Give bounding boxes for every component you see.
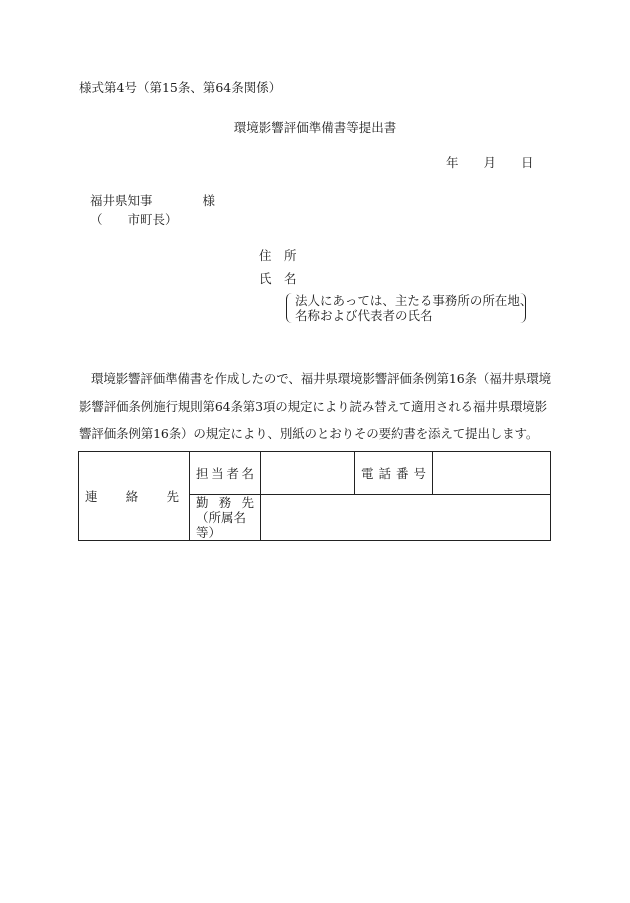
addressee-name: 福井県知事	[90, 193, 153, 208]
person-in-charge-value[interactable]	[261, 452, 355, 495]
label-char: 当	[211, 466, 224, 481]
label-char: 番	[395, 466, 409, 481]
contact-table	[78, 451, 551, 541]
addressee-honorific: 様	[202, 193, 216, 208]
contact-char: 先	[166, 489, 179, 504]
label-char: 名	[241, 466, 254, 481]
label-char: 担	[196, 466, 209, 481]
document-title: 環境影響評価準備書等提出書	[233, 120, 397, 135]
name-label: 氏 名	[259, 271, 297, 286]
label-char: 号	[413, 466, 426, 481]
label-char: 話	[378, 466, 391, 481]
label-char: 勤	[196, 495, 209, 510]
date-year: 年	[446, 155, 459, 170]
address-label: 住 所	[259, 248, 297, 263]
workplace-sub-label: （所属名等）	[196, 510, 247, 540]
contact-row-header	[79, 452, 190, 541]
addressee	[90, 193, 215, 209]
corporate-note	[286, 293, 533, 323]
addressee-alt: （ 市町長）	[90, 212, 178, 227]
phone-number-value[interactable]	[433, 452, 551, 495]
label-char: 務	[218, 495, 232, 510]
contact-char: 連	[85, 489, 98, 504]
body-paragraph: 環境影響評価準備書を作成したので、福井県環境影響評価条例第16条（福井県環境影響評価条例施行規則第64条第3項の規定により読み替えて適用される福井県環境影響評価条例第16条）の規定により、別紙のとおりその要約書を添えて提出します。	[79, 371, 551, 441]
corporate-note-line1: 法人にあっては、主たる事務所の所在地、	[295, 293, 533, 308]
date-line	[446, 155, 534, 171]
workplace-value[interactable]	[261, 495, 551, 541]
label-char: 電	[361, 466, 374, 481]
date-month: 月	[483, 155, 497, 170]
contact-char: 絡	[125, 489, 139, 504]
person-in-charge-label	[190, 452, 261, 495]
phone-number-label	[355, 452, 433, 495]
date-day: 日	[521, 155, 534, 170]
workplace-label	[190, 495, 261, 541]
corporate-note-line2: 名称および代表者の氏名	[295, 308, 433, 323]
form-number: 様式第4号（第15条、第64条関係）	[79, 80, 282, 95]
label-char: 先	[241, 495, 254, 510]
label-char: 者	[226, 466, 239, 481]
